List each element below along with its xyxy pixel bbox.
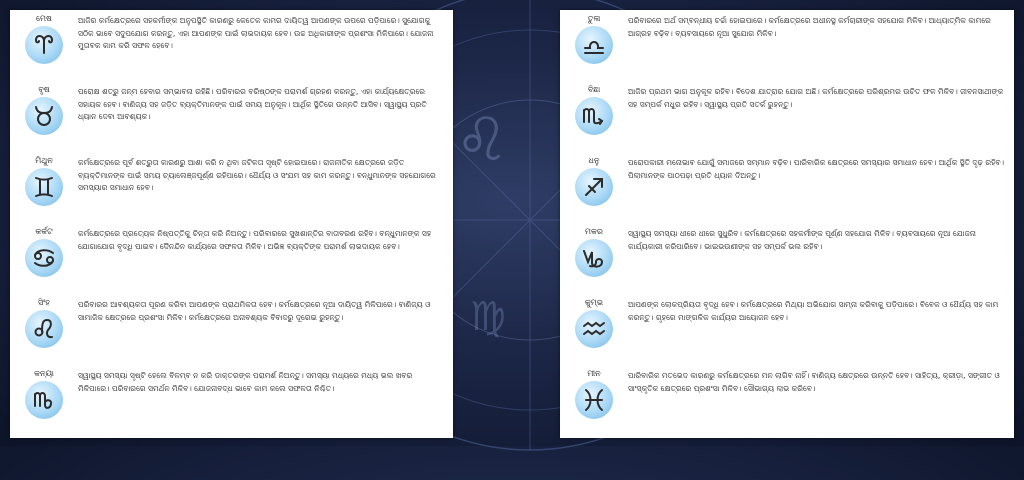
sign-row-aquarius: [568, 296, 1006, 367]
sign-name: ମକର: [585, 227, 603, 236]
sign-row-sagittarius: [568, 154, 1006, 225]
horoscope-text: ପରୋପକାରୀ ମନୋଭାବ ଯୋଗୁଁ ସମାଜରେ ସମ୍ମାନ ବଢ଼ିବ। ପାରିବାରିକ କ୍ଷେତ୍ରରେ ସମସ୍ୟାର ସମାଧାନ ହେବ। ଆର୍ଥିକ ସ୍ଥିତି ଦୃଢ଼ ରହିବ। ପିଲାମାନଙ୍କ ପାଠପଢ଼ା ପ୍ରତି ଧ୍ୟାନ ଦିଅନ୍ତୁ।: [628, 158, 1005, 180]
horoscope-text: ପରିବାରର ଆବଶ୍ୟକତା ପୂରଣ କରିବା ଆପଣଙ୍କ ପ୍ରାଥମିକତା ହେବ। କର୍ମକ୍ଷେତ୍ରରେ ନୂଆ ଦାୟିତ୍ୱ ମିଳିପାରେ। ବାଣିଜ୍ୟ ଓ ସାମାଜିକ କ୍ଷେତ୍ରରେ ପ୍ରଶଂସା ମିଳିବ। କର୍ମକ୍ଷେତ୍ରରେ ଅନାବଶ୍ୟକ ବିବାଦରୁ ଦୂରେଇ ରୁହନ୍ତୁ।: [78, 300, 431, 322]
archer-icon: [575, 168, 613, 206]
sign-name: ଧନୁ: [588, 156, 600, 165]
ram-icon: [25, 26, 63, 64]
horoscope-text: ପାରିବାରିକ ମତଭେଦ କାରଣରୁ କର୍ମକ୍ଷେତ୍ରରେ ମନ ଲାଗିବ ନାହିଁ। ବାଣିଜ୍ୟ କ୍ଷେତ୍ରରେ ଉନ୍ନତି ହେବ। ସାହିତ୍ୟ, କ୍ରୀଡ଼ା, ସଙ୍ଗୀତ ଓ ସାଂସ୍କୃତିକ କ୍ଷେତ୍ରରେ ପ୍ରଶଂସା ମିଳିବ। ସୌଭାଗ୍ୟ ଲାଭ କରିବେ।: [628, 371, 1000, 393]
horoscope-text: ସ୍ୱାସ୍ଥ୍ୟ ସମସ୍ୟା ସୃଷ୍ଟି ହେଲେ ବିଳମ୍ବ ନ କରି ଡାକ୍ତରଙ୍କ ପରାମର୍ଶ ନିଅନ୍ତୁ। ସମସ୍ୟା ମଧ୍ୟରେ ମଧ୍ୟ ଭଲ ଖବର ମିଳିପାରେ। ପରିବାରରେ ସମର୍ଥନ ମିଳିବ। ଯୋଜନାବଦ୍ଧ ଭାବେ କାମ କଲେ ସଫଳତା ନିଶ୍ଚିତ।: [78, 371, 413, 393]
svg-text:♌: ♌: [455, 105, 509, 175]
sign-row-capricorn: [568, 225, 1006, 296]
horoscope-text: କର୍ମକ୍ଷେତ୍ରରେ ପୂର୍ବ ଶତ୍ରୁତା କାରଣରୁ ଆଶା କରି ନ ଥିବା ଜଟିଳତା ସୃଷ୍ଟି ହୋଇପାରେ। ରାଜନୀତିକ କ୍ଷେତ୍ରରେ ଜଡ଼ିତ ବ୍ୟକ୍ତିମାନଙ୍କ ପାଇଁ ସମୟ ଚ୍ୟାଲେଞ୍ଜପୂର୍ଣ୍ଣ ରହିପାରେ। ଧୈର୍ଯ୍ୟ ଓ ସଂଯମ ସହ କାମ କରନ୍ତୁ। ବନ୍ଧୁମାନଙ୍କ ସହଯୋଗରେ ସମସ୍ୟାର ସମାଧାନ ହେବ।: [78, 158, 436, 193]
sign-name: ମିଥୁନ: [35, 156, 53, 165]
bull-icon: [25, 97, 63, 135]
sign-name: ମେଷ: [36, 14, 52, 23]
goat-fish-icon: [575, 239, 613, 277]
scales-icon: [575, 26, 613, 64]
sign-name: କନ୍ୟା: [34, 369, 54, 378]
sign-name: କର୍କଟ: [35, 227, 53, 236]
water-bearer-icon: [575, 310, 613, 348]
sign-name: ତୁଳା: [587, 14, 601, 23]
horoscope-panel-right: [560, 10, 1014, 438]
sign-name: ସିଂହ: [38, 298, 50, 307]
sign-row-taurus: [18, 83, 445, 154]
horoscope-text: ପରିବାରରେ ଅର୍ଥ ସମ୍ବନ୍ଧୀୟ ଚର୍ଚ୍ଚା ହୋଇପାରେ। କର୍ମକ୍ଷେତ୍ରରେ ଅଧୀନସ୍ଥ କର୍ମଚାରୀଙ୍କ ସହଯୋଗ ମିଳିବ। ଆଧ୍ୟାତ୍ମିକ କାମରେ ଆଗ୍ରହ ବଢ଼ିବ। ବ୍ୟବସାୟରେ ନୂଆ ସୁଯୋଗ ମିଳିବ।: [628, 16, 991, 38]
scorpion-icon: [575, 97, 613, 135]
horoscope-text: କର୍ମକ୍ଷେତ୍ରରେ ପ୍ରତ୍ୟେକ ନିଷ୍ପତ୍ତିକୁ ଚିନ୍ତା କରି ନିଅନ୍ତୁ। ପରିବାରରେ ସୁଖଶାନ୍ତିର ବାତାବରଣ ରହିବ। ବନ୍ଧୁମାନଙ୍କ ସହ ଯୋଗାଯୋଗ ବୃଦ୍ଧି ପାଇବ। ଦୈନନ୍ଦିନ କାର୍ଯ୍ୟରେ ସଫଳତା ମିଳିବ। ଅଭିଜ୍ଞ ବ୍ୟକ୍ତିଙ୍କ ପରାମର୍ଶ ଲାଭଦାୟକ ହେବ।: [78, 229, 432, 251]
horoscope-panel-left: [10, 10, 453, 438]
horoscope-text: ସ୍ୱାସ୍ଥ୍ୟ ସମସ୍ୟା ଧୀରେ ଧୀରେ ସୁଧୁରିବ। କର୍ମକ୍ଷେତ୍ରରେ ସହକର୍ମୀଙ୍କ ପୂର୍ଣ୍ଣ ସହଯୋଗ ମିଳିବ। ବ୍ୟବସାୟରେ ନୂଆ ଯୋଜନା କାର୍ଯ୍ୟକାରୀ କରିପାରିବେ। ଭାଇଭଉଣୀଙ୍କ ସହ ସମ୍ପର୍କ ଭଲ ରହିବ।: [628, 229, 976, 251]
crab-icon: [25, 239, 63, 277]
svg-text:♍: ♍: [470, 294, 506, 340]
sign-name: ମୀନ: [587, 369, 601, 378]
horoscope-text: ଆଜିର କର୍ମକ୍ଷେତ୍ରରେ ସହକର୍ମୀଙ୍କ ଅନୁପସ୍ଥିତି କାରଣରୁ କେତେକ କାମର ଦାୟିତ୍ୱ ଆପଣଙ୍କ ଉପରେ ପଡ଼ିପାରେ। ସୁଯୋଗକୁ ସଠିକ ଭାବେ ସଦୁପଯୋଗ କରନ୍ତୁ, ଏହା ଆପଣଙ୍କ ପାଇଁ ଲାଭଦାୟକ ହେବ। ଉଚ୍ଚ ଅଧିକାରୀଙ୍କ ପ୍ରଶଂସା ମିଳିପାରେ। ଯୋଜନା ମୁତାବକ କାମ କରି ସଫଳ ହେବେ।: [78, 16, 434, 51]
maiden-icon: [25, 381, 63, 419]
sign-row-gemini: [18, 154, 445, 225]
twins-icon: [25, 168, 63, 206]
fish-icon: [575, 381, 613, 419]
sign-row-cancer: [18, 225, 445, 296]
sign-name: କୁମ୍ଭ: [584, 298, 604, 307]
sign-name: ବୃଷ: [38, 85, 50, 94]
sign-name: ବିଛା: [587, 85, 601, 94]
sign-row-virgo: [18, 367, 445, 438]
horoscope-text: ଆପଣଙ୍କ ଲୋକପ୍ରିୟତା ବୃଦ୍ଧି ହେବ। କର୍ମକ୍ଷେତ୍ରରେ ମିଥ୍ୟା ଅଭିଯୋଗ ସାମ୍ନା କରିବାକୁ ପଡ଼ିପାରେ। ବିବେକ ଓ ଧୈର୍ଯ୍ୟ ସହ କାମ କରନ୍ତୁ। ଗୃହରେ ମାଙ୍ଗଳିକ କାର୍ଯ୍ୟର ଆୟୋଜନ ହେବ।: [628, 300, 999, 322]
horoscope-text: ଆଜିର ପ୍ରଥମ ଭାଗ ଅନୁକୂଳ ରହିବ। ବିଦେଶ ଯାତ୍ରାର ଯୋଗ ଅଛି। କର୍ମକ୍ଷେତ୍ରରେ ପରିଶ୍ରମର ଉଚିତ ଫଳ ମିଳିବ। ଜୀବନସାଥୀଙ୍କ ସହ ସମ୍ପର୍କ ମଧୁର ରହିବ। ସ୍ୱାସ୍ଥ୍ୟ ପ୍ରତି ସତର୍କ ରୁହନ୍ତୁ।: [628, 87, 1004, 109]
sign-row-scorpio: [568, 83, 1006, 154]
horoscope-text: ପରୋକ୍ଷ ଶତ୍ରୁ ଜନ୍ମ ହେବାର ସମ୍ଭାବନା ରହିଛି। ପରିବାରର ବରିଷ୍ଠଙ୍କ ପରାମର୍ଶ ଗ୍ରହଣ କରନ୍ତୁ, ଏହା କାର୍ଯ୍ୟକ୍ଷେତ୍ରରେ ସହାୟକ ହେବ। ବାଣିଜ୍ୟ ସହ ଜଡ଼ିତ ବ୍ୟକ୍ତିମାନଙ୍କ ପାଇଁ ସମୟ ଅନୁକୂଳ। ଆର୍ଥିକ ସ୍ଥିତିରେ ଉନ୍ନତି ଆସିବ। ସ୍ୱାସ୍ଥ୍ୟ ପ୍ରତି ଧ୍ୟାନ ଦେବା ଆବଶ୍ୟକ।: [78, 87, 427, 122]
sign-row-pisces: [568, 367, 1006, 438]
sign-row-libra: [568, 12, 1006, 83]
sign-row-aries: [18, 12, 445, 83]
sign-row-leo: [18, 296, 445, 367]
lion-icon: [25, 310, 63, 348]
